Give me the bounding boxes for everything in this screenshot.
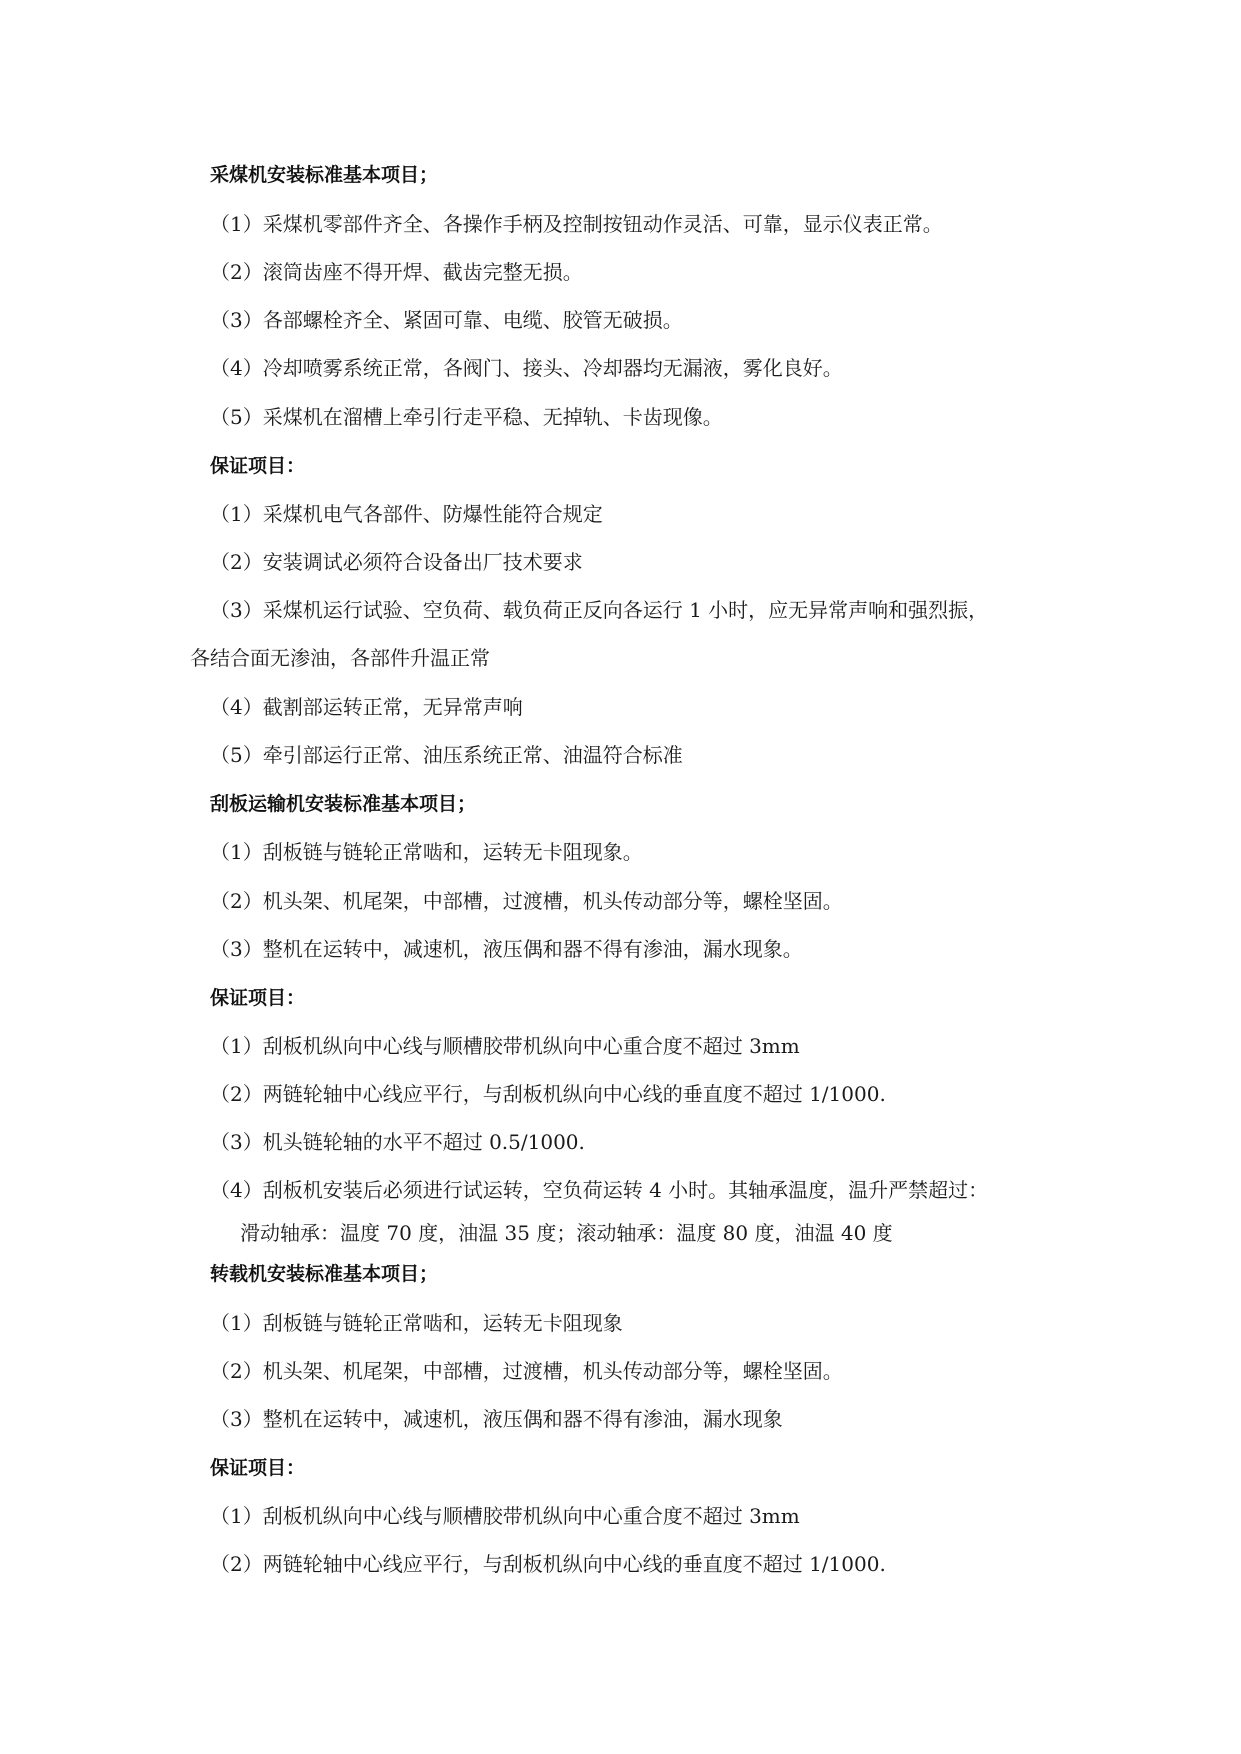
list-item: （2）机头架、机尾架，中部槽，过渡槽，机头传动部分等，螺栓坚固。 [210, 1359, 843, 1383]
section-heading: 保证项目： [210, 1457, 306, 1479]
list-item: （1）刮板机纵向中心线与顺槽胶带机纵向中心重合度不超过 3mm [210, 1034, 800, 1058]
list-item: （1）采煤机零部件齐全、各操作手柄及控制按钮动作灵活、可靠，显示仪表正常。 [210, 212, 943, 236]
list-item: （4）冷却喷雾系统正常，各阀门、接头、冷却器均无漏液，雾化良好。 [210, 356, 843, 380]
section-heading: 转载机安装标准基本项目； [210, 1263, 439, 1285]
list-item: （1）刮板机纵向中心线与顺槽胶带机纵向中心重合度不超过 3mm [210, 1504, 800, 1528]
list-item: （5）采煤机在溜槽上牵引行走平稳、无掉轨、卡齿现像。 [210, 405, 723, 429]
list-item: （5）牵引部运行正常、油压系统正常、油温符合标准 [210, 743, 683, 767]
section-heading: 保证项目： [210, 455, 306, 477]
list-item: （3）整机在运转中，减速机，液压偶和器不得有渗油，漏水现象。 [210, 937, 803, 961]
section-heading: 采煤机安装标准基本项目； [210, 164, 439, 186]
list-item: （2）机头架、机尾架，中部槽，过渡槽，机头传动部分等，螺栓坚固。 [210, 889, 843, 913]
list-item: （4）截割部运转正常，无异常声响 [210, 695, 523, 719]
list-item: （2）安装调试必须符合设备出厂技术要求 [210, 550, 583, 574]
section-heading: 保证项目： [210, 987, 306, 1009]
list-item: （3）各部螺栓齐全、紧固可靠、电缆、胶管无破损。 [210, 308, 683, 332]
list-item: （3）机头链轮轴的水平不超过 0.5/1000. [210, 1130, 585, 1154]
list-item: （3）采煤机运行试验、空负荷、载负荷正反向各运行 1 小时，应无异常声响和强烈振， [210, 598, 989, 622]
list-item: （4）刮板机安装后必须进行试运转，空负荷运转 4 小时。其轴承温度，温升严禁超过： [210, 1178, 989, 1202]
list-item: （1）刮板链与链轮正常啮和，运转无卡阻现象 [210, 1311, 623, 1335]
list-item: （2）两链轮轴中心线应平行，与刮板机纵向中心线的垂直度不超过 1/1000. [210, 1552, 886, 1576]
list-item: （2）两链轮轴中心线应平行，与刮板机纵向中心线的垂直度不超过 1/1000. [210, 1082, 886, 1106]
list-item-continuation: 各结合面无渗油，各部件升温正常 [190, 646, 490, 670]
section-heading: 刮板运输机安装标准基本项目； [210, 793, 477, 815]
list-item: （2）滚筒齿座不得开焊、截齿完整无损。 [210, 260, 583, 284]
list-item-indent: 滑动轴承：温度 70 度，油温 35 度；滚动轴承：温度 80 度，油温 40 度 [240, 1221, 893, 1245]
list-item: （1）刮板链与链轮正常啮和，运转无卡阻现象。 [210, 840, 643, 864]
list-item: （1）采煤机电气各部件、防爆性能符合规定 [210, 502, 603, 526]
list-item: （3）整机在运转中，减速机，液压偶和器不得有渗油，漏水现象 [210, 1407, 783, 1431]
